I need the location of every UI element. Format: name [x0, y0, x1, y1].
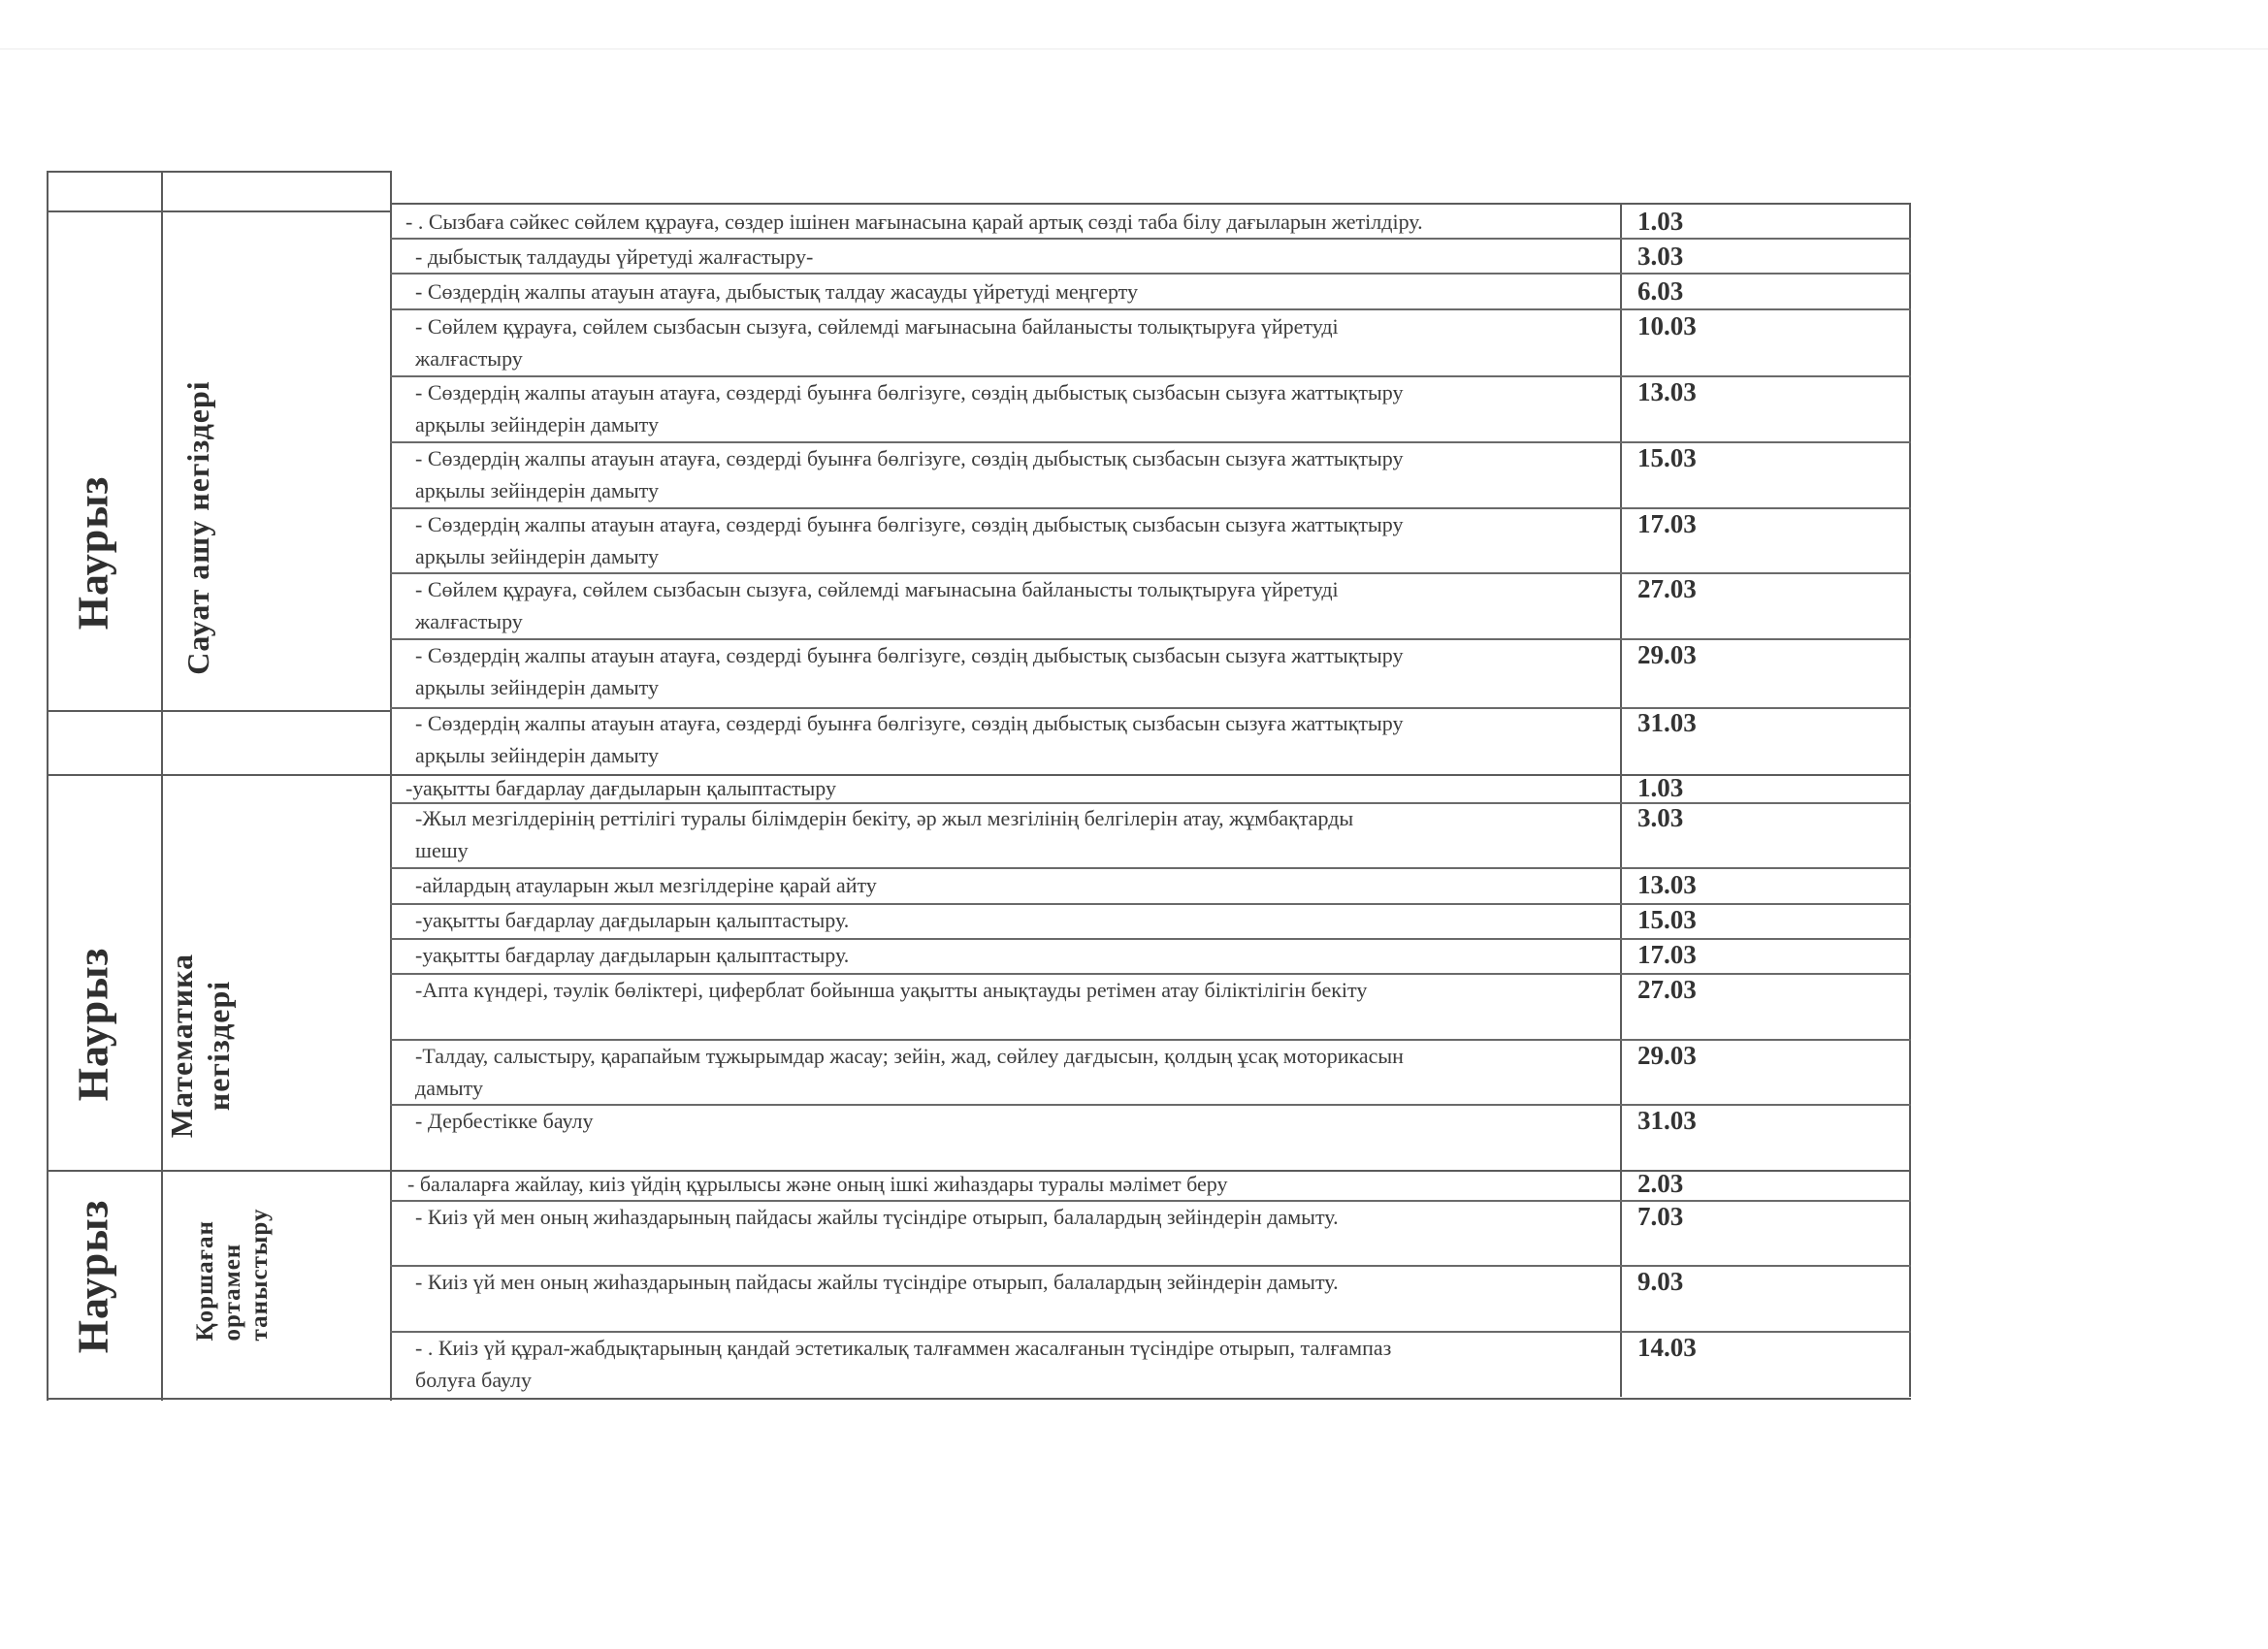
topic-cell: - Сөздердің жалпы атауын атауға, сөздерді буынға бөлгізуге, сөздің дыбыстық сызбасын сызуға жаттықтыру арқылы зейіндерін дамыту — [415, 446, 1404, 502]
date-cell: 1.03 — [1637, 773, 1684, 802]
topic-cell: -Жыл мезгілдерінің реттілігі туралы білімдерін бекіту, әр жыл мезгілінің белгілерін атау, жұмбақтарды шешу — [415, 806, 1354, 862]
date-cell: 13.03 — [1637, 377, 1697, 406]
date-cell: 17.03 — [1637, 509, 1697, 538]
table-bottom-line — [47, 1398, 1911, 1400]
date-cell: 7.03 — [1637, 1202, 1684, 1231]
topic-cell: - Сөздердің жалпы атауын атауға, сөздерді буынға бөлгізуге, сөздің дыбыстық сызбасын сызуға жаттықтыру арқылы зейіндерін дамыту — [415, 512, 1404, 568]
scan-edge-line — [0, 48, 2268, 49]
date-cell: 27.03 — [1637, 975, 1697, 1004]
header-top-line — [47, 171, 390, 173]
date-cell: 17.03 — [1637, 940, 1697, 969]
topic-cell: - . Сызбаға сәйкес сөйлем құрауға, сөздер ішінен мағынасына қарай артық сөзді таба білу дағыларын жетілдіру. — [405, 210, 1423, 234]
date-cell: 29.03 — [1637, 1041, 1697, 1070]
date-cell: 1.03 — [1637, 207, 1684, 236]
topic-cell: - Киіз үй мен оның жиһаздарының пайдасы жайлы түсіндіре отырып, балалардың зейіндерін дамыту. — [415, 1205, 1339, 1229]
date-cell: 3.03 — [1637, 803, 1684, 832]
topic-cell: - Сөздердің жалпы атауын атауға, сөздерді буынға бөлгізуге, сөздің дыбыстық сызбасын сызуға жаттықтыру арқылы зейіндерін дамыту — [415, 711, 1404, 767]
date-cell: 6.03 — [1637, 276, 1684, 306]
topic-cell: - Сөздердің жалпы атауын атауға, дыбыстық талдау жасауды үйретуді меңгерту — [415, 279, 1138, 304]
date-cell: 9.03 — [1637, 1267, 1684, 1296]
subject-col-border — [390, 171, 392, 1401]
topic-cell: -уақытты бағдарлау дағдыларын қалыптастыру. — [415, 943, 850, 967]
date-cell: 29.03 — [1637, 640, 1697, 669]
table-top-line — [390, 203, 1911, 205]
header-bottom-line — [47, 210, 390, 212]
topic-cell: - Сөйлем құрауға, сөйлем сызбасын сызуға, сөйлемді мағынасына байланысты толықтыруға үйретуді жалғастыру — [415, 314, 1339, 371]
date-cell: 14.03 — [1637, 1333, 1697, 1362]
date-cell: 15.03 — [1637, 443, 1697, 472]
lesson-plan-table: Наурыз Сауат ашу негіздері Наурыз Математика негіздері Наурыз Қоршаған ортамен таныстыру - . Сызбаға сәйкес сөйлем құрауға, сөздер ішінен мағынасына қарай артық сөзді таба білу дағыларын жетілдіру. 1.03 - дыбыстық талдауды үйретуді жалғастыру- 3.03 - Сөздердің жалпы атауын атауға, дыбыстық талдау жасауды үйретуді меңгерту 6.03 - Сөйлем құрауға, сөйлем сызбасын сызуға, сөйлемді мағынасына байланысты толықтыруға үйретуді жалғастыру 10.03 - Сөздердің жалпы атауын атауға, сөздерді буынға бөлгізуге, сөздің дыбыстық сызбасын сызуға жаттықтыру арқылы зейіндерін дамыту 13.03 - Сөздердің жалпы атауын атауға, сөздерді буынға бөлгізуге, сөздің дыбыстық сызбасын сызуға жаттықтыру арқылы зейіндерін дамыту 15.03 - Сөздердің жалпы атауын атауға, сөздерді буынға бөлгізуге, сөздің дыбыстық сызбасын сызуға жаттықтыру арқылы зейіндерін дамыту 17.03 - Сөйлем құрауға, сөйлем сызбасын сызуға, сөйлемді мағынасына байланысты толықтыруға үйретуді жалғастыру 27.03 - Сөздердің жалпы атауын атауға, сөздерді буынға бөлгізуге, сөздің дыбыстық сызбасын сызуға жаттықтыру арқылы зейіндерін дамыту 29.03 - Сөздердің жалпы атауын атауға, сөздерді буынға бөлгізуге, сөздің дыбыстық сызбасын сызуға жаттықтыру арқылы зейіндерін дамыту 31.03 -уақытты бағдарлау дағдыларын қалыптастыру 1.03 -Жыл мезгілдерінің реттілігі туралы білімдерін бекіту, әр жыл мезгілінің белгілерін атау, жұмбақтарды шешу 3.03 -айлардың атауларын жыл мезгілдеріне қарай айту 13.03 -уақытты бағдарлау дағдыларын қалыптастыру. 15.03 -уақытты бағдарлау дағдыларын қалыптастыру. 17.03 -Апта күндері, тәулік бөліктері, циферблат бойынша уақытты анықтауды ретімен атау біліктілігін бекіту 27.03 -Талдау, салыстыру, қарапайым тұжырымдар жасау; зейін, жад, сөйлеу дағдысын, қолдың ұсақ моторикасын дамыту 29.03 - Дербестікке баулу 31.03 - балаларға жайлау, киіз үйдің құрылысы және оның ішкі жиһаздары туралы мәлімет беру 2.03 - Киіз үй мен оның жиһаздарының пайдасы жайлы түсіндіре отырып, балалардың зейіндерін дамыту. 7.03 - Киіз үй мен оның жиһаздарының пайдасы жайлы түсіндіре отырып, балалардың зейіндерін дамыту. 9.03 - . Киіз үй құрал-жабдықтарының қандай эстетикалық талғаммен жасалғанын түсіндіре отырып, талғампаз болуға баулу 14.03 — [47, 171, 1911, 1401]
topic-cell: - Дербестікке баулу — [415, 1109, 594, 1133]
topic-cell: - . Киіз үй құрал-жабдықтарының қандай эстетикалық талғаммен жасалғанын түсіндіре отырып, талғампаз болуға баулу — [415, 1336, 1392, 1392]
date-cell: 15.03 — [1637, 905, 1697, 934]
topic-cell: - Сөздердің жалпы атауын атауға, сөздерді буынға бөлгізуге, сөздің дыбыстық сызбасын сызуға жаттықтыру арқылы зейіндерін дамыту — [415, 643, 1404, 699]
month-col-border — [161, 171, 163, 1401]
topic-cell: - Сөйлем құрауға, сөйлем сызбасын сызуға, сөйлемді мағынасына байланысты толықтыруға үйретуді жалғастыру — [415, 577, 1339, 633]
date-cell: 31.03 — [1637, 708, 1697, 737]
date-cell: 3.03 — [1637, 242, 1684, 271]
row-line — [390, 238, 1911, 240]
topic-cell: - дыбыстық талдауды үйретуді жалғастыру- — [415, 244, 814, 269]
topic-cell: - Киіз үй мен оның жиһаздарының пайдасы жайлы түсіндіре отырып, балалардың зейіндерін дамыту. — [415, 1270, 1339, 1294]
date-cell: 27.03 — [1637, 574, 1697, 603]
date-cell: 2.03 — [1637, 1169, 1684, 1198]
topic-cell: -Талдау, салыстыру, қарапайым тұжырымдар жасау; зейін, жад, сөйлеу дағдысын, қолдың ұсақ моторикасын дамыту — [415, 1044, 1404, 1100]
section-1-month-split — [47, 710, 390, 712]
topic-cell: -Апта күндері, тәулік бөліктері, циферблат бойынша уақытты анықтауды ретімен атау біліктілігін бекіту — [415, 978, 1368, 1002]
topic-cell: -уақытты бағдарлау дағдыларын қалыптастыру. — [415, 908, 850, 932]
topic-cell: - балаларға жайлау, киіз үйдің құрылысы және оның ішкі жиһаздары туралы мәлімет беру — [407, 1172, 1228, 1196]
topic-cell: - Сөздердің жалпы атауын атауға, сөздерді буынға бөлгізуге, сөздің дыбыстық сызбасын сызуға жаттықтыру арқылы зейіндерін дамыту — [415, 380, 1404, 436]
left-border — [47, 171, 49, 1401]
right-border — [1909, 203, 1911, 1397]
row-line — [390, 273, 1911, 275]
date-cell: 13.03 — [1637, 870, 1697, 899]
date-cell: 10.03 — [1637, 311, 1697, 340]
date-cell: 31.03 — [1637, 1106, 1697, 1135]
topic-cell: -уақытты бағдарлау дағдыларын қалыптастыру — [405, 776, 837, 800]
topic-cell: -айлардың атауларын жыл мезгілдеріне қарай айту — [415, 873, 877, 897]
